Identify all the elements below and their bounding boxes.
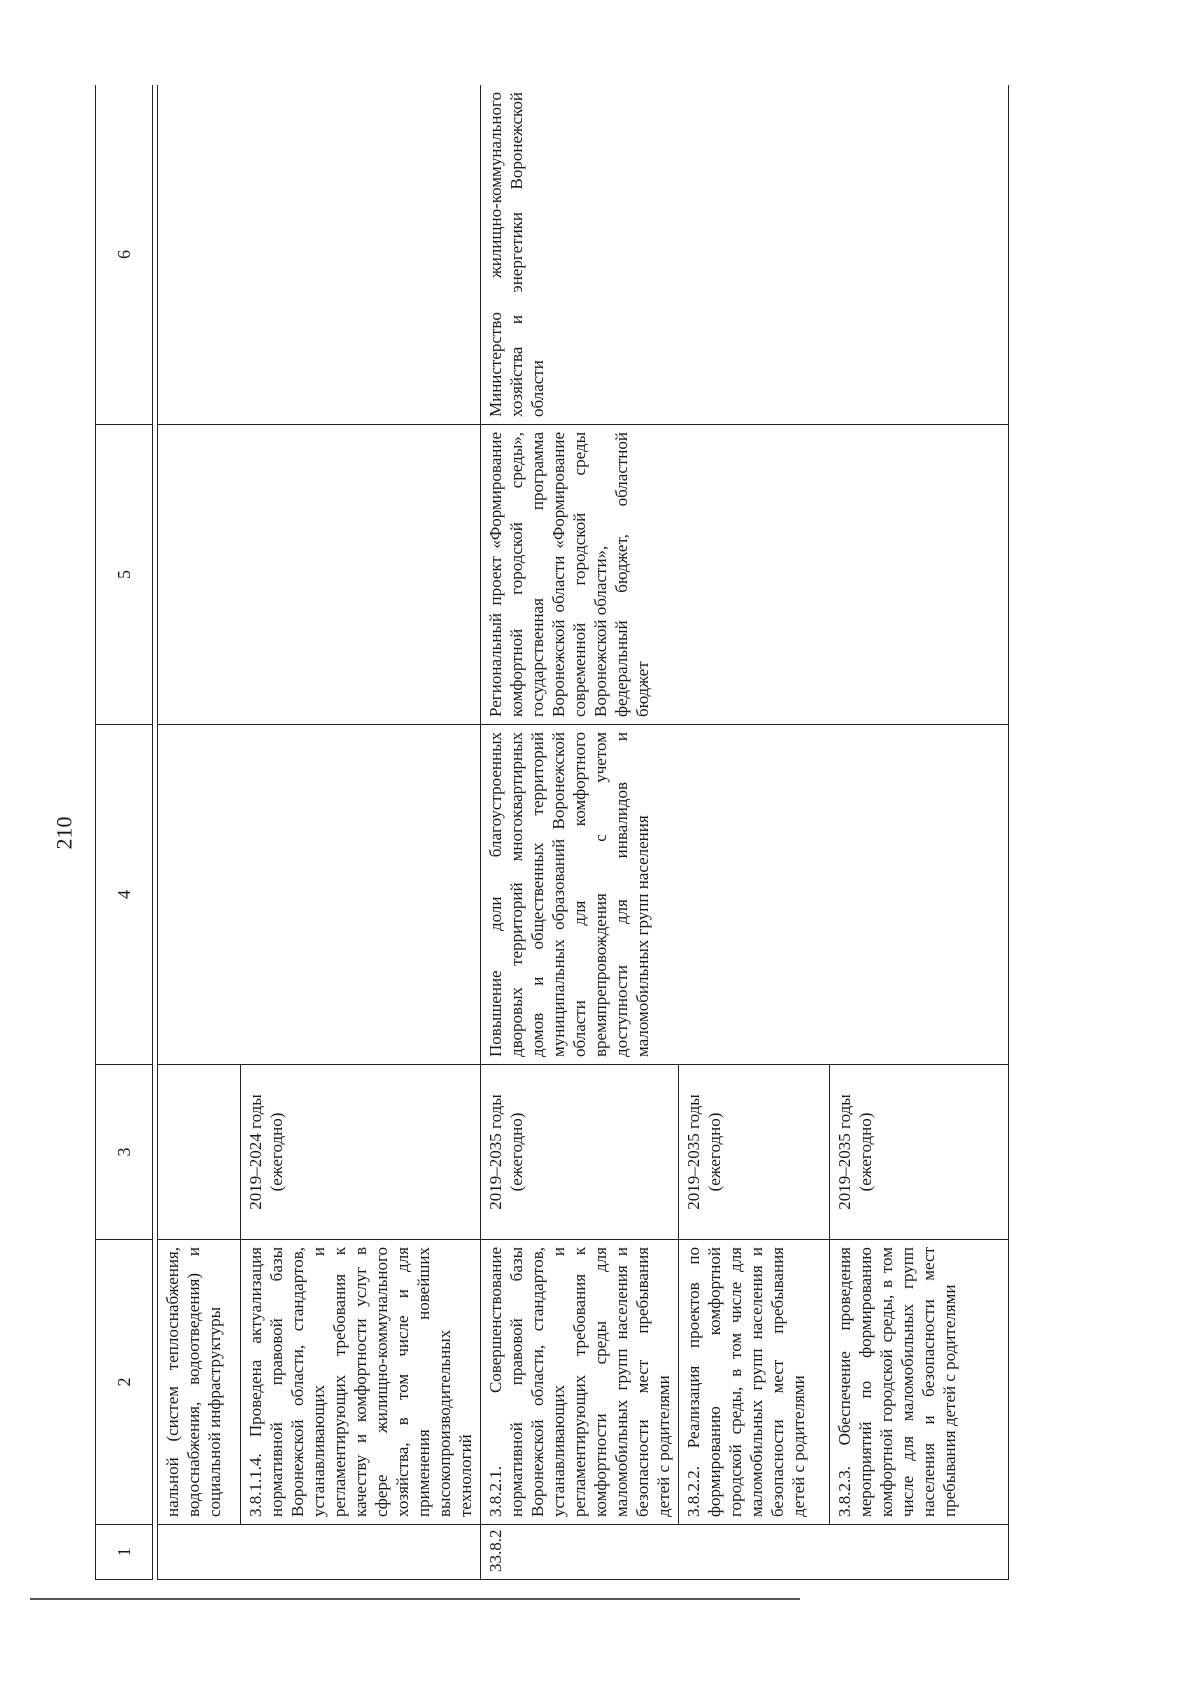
cell-period-3-8-2-1: 2019–2035 годы (ежегодно)	[481, 1065, 679, 1240]
cell-measure-3-8-2-2: 3.8.2.2. Реализация проектов по формированию комфортной городской среды, в том числе для маломобильных групп населения и безопасности мест пребывания детей с родителями	[679, 1240, 830, 1525]
document-landscape	[95, 85, 1110, 1580]
page-number: 210	[51, 816, 77, 850]
col-header-2: 2	[96, 1240, 153, 1525]
cell-executor-33-8-2: Министерство жилищно-коммунального хозяйства и энергетики Воронежской области	[481, 85, 1009, 425]
col-header-4: 4	[96, 725, 153, 1065]
rotated-page	[95, 85, 1110, 1580]
header-row	[96, 85, 153, 1580]
cell-period-3-8-1-1-4: 2019–2024 годы (ежегодно)	[241, 1065, 481, 1240]
cell-period-empty	[158, 1065, 241, 1240]
col-header-1: 1	[96, 1525, 153, 1580]
table-row	[158, 85, 241, 1580]
cell-executor-empty	[158, 85, 481, 425]
cell-measure-3-8-2-3: 3.8.2.3. Обеспечение проведения мероприятий по формированию комфортной городской среды, в том числе для маломобильных групп населения и безопасности мест пребывания детей с родителями	[830, 1240, 1009, 1525]
cell-measure-3-8-2-1: 3.8.2.1. Совершенствование нормативной правовой базы Воронежской области, стандартов, устанавливающих и регламентирующих требования к комфортности среды для маломобильных групп населения и безопасности мест пребывания детей с родителями	[481, 1240, 679, 1525]
plan-table	[95, 85, 1009, 1580]
cell-indicator-33-8-2: Повышение доли благоустроенных дворовых территорий многоквартирных домов и общественных территорий муниципальных образований Воронежской области для комфортного времяпрепровождения с учетом доступности для инвалидов и маломобильных групп населения	[481, 725, 1009, 1065]
cell-continuation-text: нальной (систем теплоснабжения, водоснабжения, водоотведения) и социальной инфраструктуры	[158, 1240, 241, 1525]
cell-period-3-8-2-3: 2019–2035 годы (ежегодно)	[830, 1065, 1009, 1240]
col-header-3: 3	[96, 1065, 153, 1240]
table-row	[481, 85, 679, 1580]
cell-num-empty	[158, 1525, 481, 1580]
cell-measure-3-8-1-1-4: 3.8.1.1.4. Проведена актуализация нормативной правовой базы Воронежской области, стандартов, устанавливающих и регламентирующих требования к качеству и комфортности услуг в сфере жилищно-коммунального хозяйства, в том числе и для применения новейших высокопроизводительных технологий	[241, 1240, 481, 1525]
cell-indicator-empty	[158, 725, 481, 1065]
cell-sources-33-8-2	[481, 425, 1009, 725]
col-header-5: 5	[96, 425, 153, 725]
scan-bottom-line	[30, 1598, 800, 1600]
cell-period-3-8-2-2: 2019–2035 годы (ежегодно)	[679, 1065, 830, 1240]
sources-programs: Региональный проект «Формирование комфортной городской среды», государственная программа Воронежской области «Формирование современной городской среды Воронежской области»,	[486, 432, 610, 717]
cell-num-33-8-2: 33.8.2	[481, 1525, 1009, 1580]
sources-budgets: федеральный бюджет, областной бюджет	[612, 432, 652, 717]
col-header-6: 6	[96, 85, 153, 425]
cell-sources-empty	[158, 425, 481, 725]
